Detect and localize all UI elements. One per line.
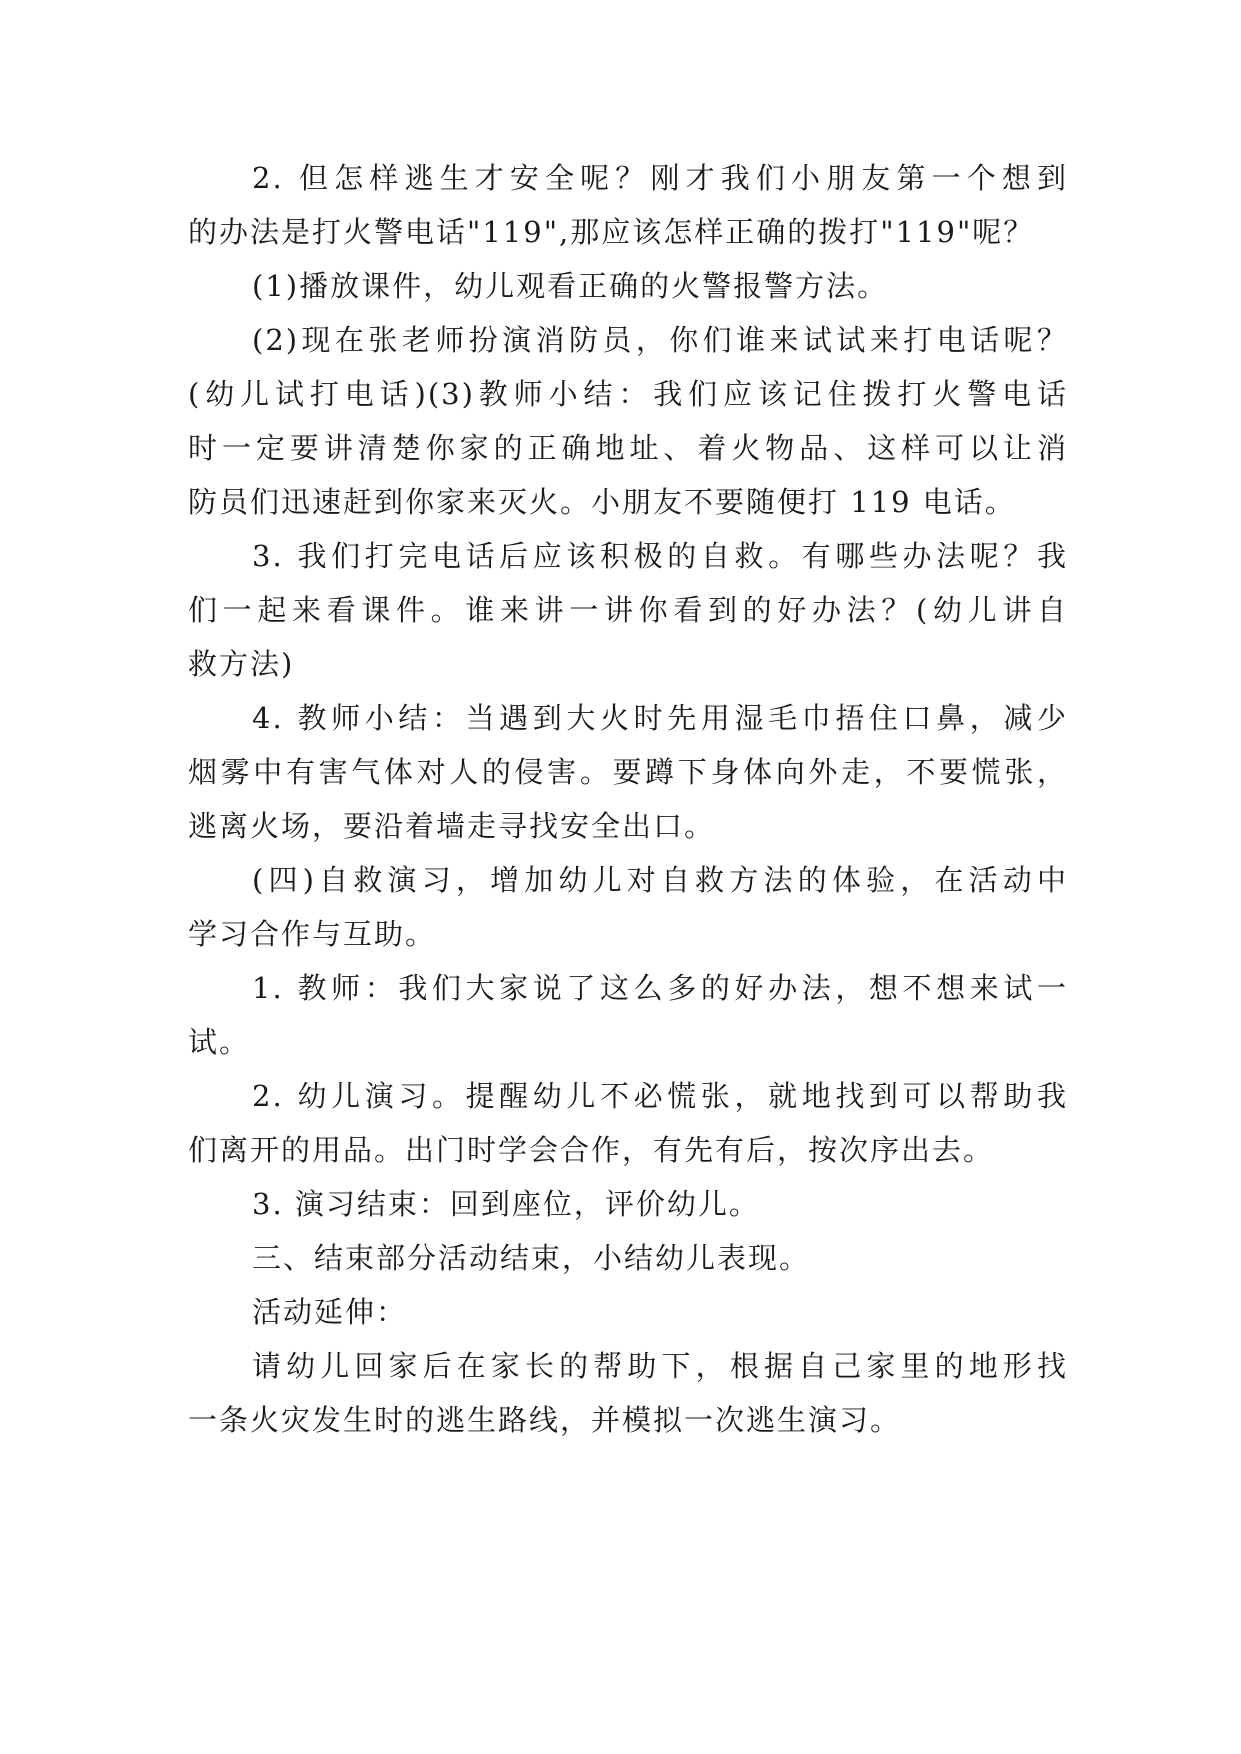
- paragraph-line: 防员们迅速赶到你家来灭火。小朋友不要随便打 119 电话。: [188, 485, 1016, 519]
- paragraph-line: 一条火灾发生时的逃生路线，并模拟一次逃生演习。: [188, 1403, 902, 1437]
- paragraph-line: 1. 教师：我们大家说了这么多的好办法，想不想来试一: [252, 971, 1068, 1005]
- paragraph-line: 2. 幼儿演习。提醒幼儿不必慌张，就地找到可以帮助我: [252, 1079, 1068, 1113]
- paragraph-line: 活动延伸：: [252, 1295, 408, 1329]
- paragraph-line: 的办法是打火警电话"119",那应该怎样正确的拨打"119"呢？: [188, 215, 1035, 249]
- paragraph-line: 们离开的用品。出门时学会合作，有先有后，按次序出去。: [188, 1133, 995, 1167]
- paragraph-line: 学习合作与互助。: [188, 917, 437, 951]
- paragraph-line: (幼儿试打电话)(3)教师小结：我们应该记住拨打火警电话: [188, 377, 1068, 411]
- paragraph-line: 请幼儿回家后在家长的帮助下，根据自己家里的地形找: [252, 1349, 1068, 1383]
- paragraph-line: 烟雾中有害气体对人的侵害。要蹲下身体向外走，不要慌张，: [188, 755, 1068, 789]
- paragraph-line: 试。: [188, 1025, 251, 1059]
- paragraph-line: 逃离火场，要沿着墙走寻找安全出口。: [188, 809, 716, 843]
- paragraph-line: 们一起来看课件。谁来讲一讲你看到的好办法？(幼儿讲自: [188, 593, 1068, 627]
- paragraph-line: (2)现在张老师扮演消防员，你们谁来试试来打电话呢？: [252, 323, 1068, 357]
- paragraph-line: 2. 但怎样逃生才安全呢？刚才我们小朋友第一个想到: [252, 161, 1068, 195]
- paragraph-line: 救方法): [188, 647, 295, 681]
- paragraph-line: 三、结束部分活动结束，小结幼儿表现。: [252, 1241, 811, 1275]
- paragraph-line: (四)自救演习，增加幼儿对自救方法的体验，在活动中: [252, 863, 1068, 897]
- paragraph-line: 3. 演习结束：回到座位，评价幼儿。: [252, 1187, 760, 1221]
- paragraph-line: 4. 教师小结：当遇到大火时先用湿毛巾捂住口鼻，减少: [252, 701, 1068, 735]
- paragraph-line: (1)播放课件，幼儿观看正确的火警报警方法。: [252, 269, 889, 303]
- paragraph-line: 时一定要讲清楚你家的正确地址、着火物品、这样可以让消: [188, 431, 1068, 465]
- paragraph-line: 3. 我们打完电话后应该积极的自救。有哪些办法呢？我: [252, 539, 1068, 573]
